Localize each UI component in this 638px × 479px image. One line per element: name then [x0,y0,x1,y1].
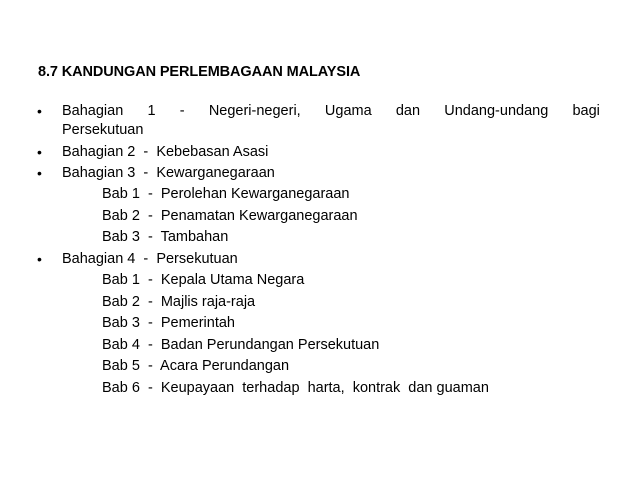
list-item-bahagian-4: Bahagian 4 - Persekutuan [62,251,238,267]
bullet-icon: • [37,251,42,267]
sub-item: Bab 4 - Badan Perundangan Persekutuan [102,337,380,353]
sub-item: Bab 6 - Keupayaan terhadap harta, kontrak dan guaman [102,380,489,396]
word: Undang-undang [444,103,549,119]
list-item-continuation: Persekutuan [62,122,144,138]
sub-item: Bab 5 - Acara Perundangan [102,358,290,374]
word: - [179,103,185,119]
word: 1 [147,103,156,119]
word: Ugama [324,103,372,119]
word: Negeri-negeri, [208,103,301,119]
word: dan [395,103,421,119]
page-title: 8.7 KANDUNGAN PERLEMBAGAAN MALAYSIA [38,64,361,80]
bullet-icon: • [37,103,42,119]
sub-item: Bab 2 - Penamatan Kewarganegaraan [102,208,358,224]
word: Bahagian [62,103,124,119]
sub-item: Bab 2 - Majlis raja-raja [102,294,256,310]
word: bagi [572,103,600,119]
bullet-icon: • [37,165,42,181]
bullet-icon: • [37,144,42,160]
sub-item: Bab 1 - Perolehan Kewarganegaraan [102,186,350,202]
list-item-bahagian-2: Bahagian 2 - Kebebasan Asasi [62,144,269,160]
sub-item: Bab 3 - Tambahan [102,229,229,245]
list-item-bahagian-1 [62,102,600,120]
sub-item: Bab 1 - Kepala Utama Negara [102,272,305,288]
list-item-bahagian-3: Bahagian 3 - Kewarganegaraan [62,165,275,181]
sub-item: Bab 3 - Pemerintah [102,315,235,331]
